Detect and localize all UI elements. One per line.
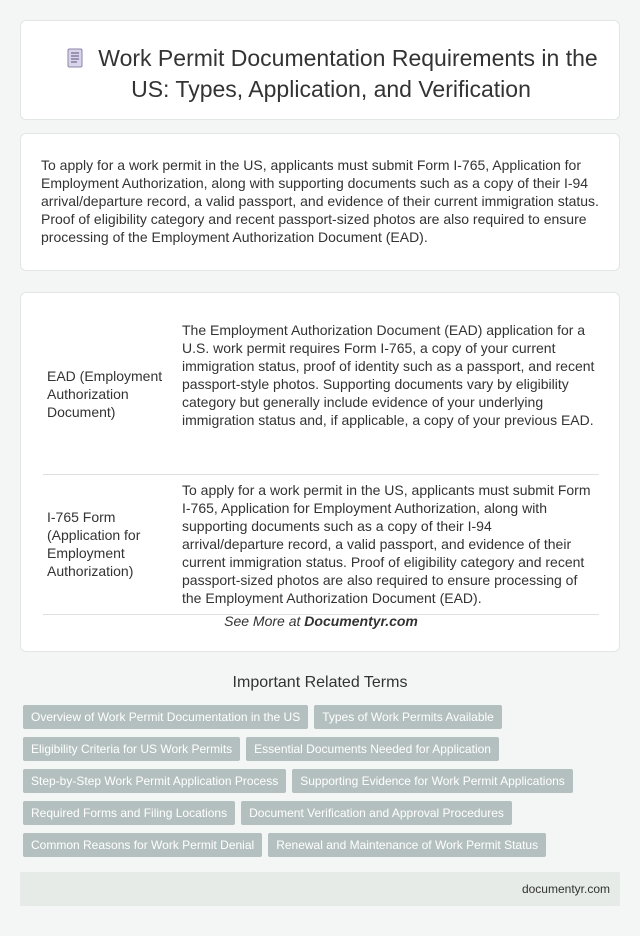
see-more-link[interactable]: Documentyr.com <box>304 613 418 629</box>
description-cell: The Employment Authorization Document (EAD) application for a U.S. work permit requires Form I-765, a copy of your current immigration status, proof of identity such as a passport, and recent passport-style photos. Supporting documents vary by eligibility category but generally include evidence of your underlying immigration status and, if applicable, a copy of your previous EAD. <box>178 315 599 474</box>
summary-card <box>20 133 620 271</box>
related-term-tag[interactable]: Essential Documents Needed for Application <box>246 737 499 761</box>
title-card <box>20 20 620 120</box>
related-term-tag[interactable]: Document Verification and Approval Procedures <box>241 801 512 825</box>
footer-site[interactable]: documentyr.com <box>521 882 610 896</box>
related-term-tag[interactable]: Supporting Evidence for Work Permit Applications <box>292 769 573 793</box>
term-cell: I-765 Form (Application for Employment Authorization) <box>43 474 178 614</box>
see-more <box>21 613 621 629</box>
tag-row <box>23 737 603 761</box>
footer <box>20 872 620 906</box>
definitions-card <box>20 292 620 652</box>
related-term-tag[interactable]: Overview of Work Permit Documentation in the US <box>23 705 308 729</box>
tag-row <box>23 705 603 729</box>
page-title <box>61 43 601 105</box>
term-cell: EAD (Employment Authorization Document) <box>43 315 178 474</box>
tag-row <box>23 769 603 793</box>
related-term-tag[interactable]: Common Reasons for Work Permit Denial <box>23 833 262 857</box>
related-term-tag[interactable]: Required Forms and Filing Locations <box>23 801 235 825</box>
related-term-tag[interactable]: Types of Work Permits Available <box>314 705 502 729</box>
tag-row <box>23 833 603 857</box>
page-title-text: Work Permit Documentation Requirements in the US: Types, Application, and Verification <box>98 45 598 102</box>
table-row <box>43 315 599 474</box>
summary-text: To apply for a work permit in the US, applicants must submit Form I-765, Application for Employment Authorization, along with supporting documents such as a copy of their I-94 arrival/departure record, a valid passport, and evidence of their current immigration status. Proof of eligibility category and recent passport-sized photos are also required to ensure processing of the Employment Authorization Document (EAD). <box>41 157 599 245</box>
tag-row <box>23 801 603 825</box>
document-icon <box>64 47 86 69</box>
related-term-tag[interactable]: Renewal and Maintenance of Work Permit Status <box>268 833 546 857</box>
related-terms-list <box>23 705 603 865</box>
table-row <box>43 474 599 614</box>
related-terms-heading: Important Related Terms <box>232 674 408 691</box>
see-more-prefix: See More at <box>224 613 305 629</box>
definitions-table <box>43 315 599 615</box>
description-cell: To apply for a work permit in the US, applicants must submit Form I-765, Application for Employment Authorization, along with supporting documents such as a copy of their I-94 arrival/departure record, a valid passport, and evidence of their current immigration status. Proof of eligibility category and recent passport-sized photos are also required to ensure processing of the Employment Authorization Document (EAD). <box>178 474 599 614</box>
related-term-tag[interactable]: Step-by-Step Work Permit Application Process <box>23 769 286 793</box>
related-term-tag[interactable]: Eligibility Criteria for US Work Permits <box>23 737 240 761</box>
